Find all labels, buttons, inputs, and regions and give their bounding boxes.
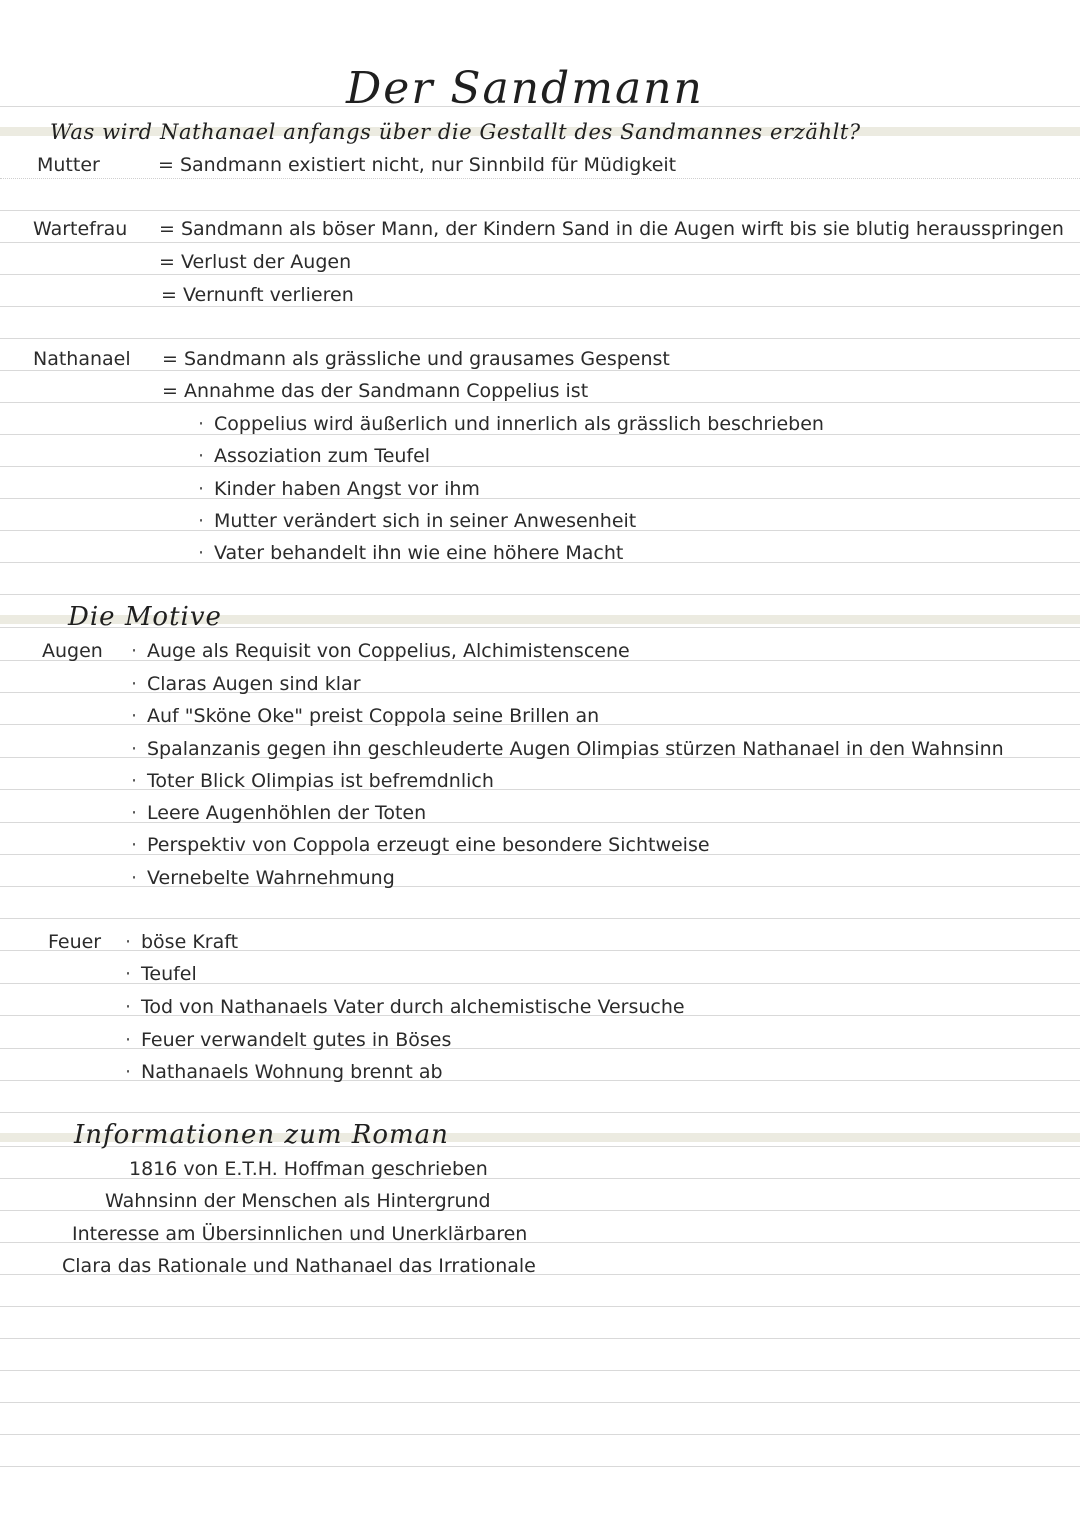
list-item-text: Perspektiv von Coppola erzeugt eine besondere Sichtweise — [147, 834, 710, 856]
list-item — [131, 802, 426, 824]
ruled-line — [0, 594, 1080, 595]
ruled-line — [0, 178, 1080, 179]
list-item — [198, 510, 636, 532]
list-item — [125, 963, 197, 985]
nathanael-line: = Annahme das der Sandmann Coppelius ist — [162, 380, 589, 402]
list-item — [125, 931, 238, 953]
section-heading-motive: Die Motive — [68, 602, 222, 632]
list-item-text: Spalanzanis gegen ihn geschleuderte Augen Olimpias stürzen Nathanael in den Wahnsinn — [147, 738, 1004, 760]
list-item-text: Mutter verändert sich in seiner Anwesenheit — [214, 510, 637, 532]
list-item — [198, 478, 480, 500]
wartefrau-line: = Sandmann als böser Mann, der Kindern Sand in die Augen wirft bis sie blutig herausspringen — [159, 218, 1064, 240]
list-item — [131, 770, 494, 792]
bullet-icon: · — [125, 996, 132, 1018]
list-item — [125, 1029, 451, 1051]
ruled-line — [0, 918, 1080, 919]
ruled-line — [0, 1466, 1080, 1467]
info-line: Wahnsinn der Menschen als Hintergrund — [105, 1190, 491, 1212]
ruled-line — [0, 1434, 1080, 1435]
bullet-icon: · — [131, 802, 138, 824]
list-item — [125, 1061, 443, 1083]
list-item-text: Vater behandelt ihn wie eine höhere Macht — [214, 542, 624, 564]
label-feuer: Feuer — [48, 931, 102, 953]
bullet-icon: · — [131, 705, 138, 727]
list-item-text: Auge als Requisit von Coppelius, Alchimistenscene — [147, 640, 630, 662]
info-line: Clara das Rationale und Nathanael das Irrationale — [62, 1255, 536, 1277]
bullet-icon: · — [131, 673, 138, 695]
ruled-line — [0, 1306, 1080, 1307]
list-item-text: Kinder haben Angst vor ihm — [214, 478, 480, 500]
bullet-icon: · — [198, 478, 205, 500]
list-item-text: Tod von Nathanaels Vater durch alchemistische Versuche — [141, 996, 685, 1018]
bullet-icon: · — [131, 770, 138, 792]
list-item — [125, 996, 685, 1018]
wartefrau-line: = Verlust der Augen — [159, 251, 352, 273]
ruled-line — [0, 1402, 1080, 1403]
section-question: Was wird Nathanael anfangs über die Gestallt des Sandmannes erzählt? — [50, 120, 861, 144]
label-wartefrau: Wartefrau — [33, 218, 128, 240]
bullet-icon: · — [125, 963, 132, 985]
list-item — [198, 445, 430, 467]
list-item-text: Coppelius wird äußerlich und innerlich als grässlich beschrieben — [214, 413, 824, 435]
info-line: Interesse am Übersinnlichen und Unerklärbaren — [72, 1223, 528, 1245]
ruled-line — [0, 1112, 1080, 1113]
label-nathanael: Nathanael — [33, 348, 131, 370]
list-item-text: böse Kraft — [141, 931, 239, 953]
bullet-icon: · — [125, 1029, 132, 1051]
list-item-text: Vernebelte Wahrnehmung — [147, 867, 395, 889]
list-item-text: Teufel — [141, 963, 197, 985]
ruled-line — [0, 402, 1080, 403]
bullet-icon: · — [198, 542, 205, 564]
ruled-line — [0, 1370, 1080, 1371]
ruled-line — [0, 370, 1080, 371]
nathanael-line: = Sandmann als grässliche und grausames Gespenst — [162, 348, 670, 370]
info-line: 1816 von E.T.H. Hoffman geschrieben — [129, 1158, 488, 1180]
wartefrau-line: = Vernunft verlieren — [161, 284, 354, 306]
ruled-line — [0, 306, 1080, 307]
bullet-icon: · — [131, 640, 138, 662]
list-item-text: Feuer verwandelt gutes in Böses — [141, 1029, 452, 1051]
list-item-text: Toter Blick Olimpias ist befremdnlich — [147, 770, 494, 792]
bullet-icon: · — [198, 445, 205, 467]
ruled-line — [0, 242, 1080, 243]
list-item — [131, 834, 710, 856]
list-item-text: Nathanaels Wohnung brennt ab — [141, 1061, 443, 1083]
ruled-line — [0, 466, 1080, 467]
bullet-icon: · — [131, 867, 138, 889]
list-item — [198, 542, 623, 564]
list-item-text: Leere Augenhöhlen der Toten — [147, 802, 427, 824]
bullet-icon: · — [131, 834, 138, 856]
ruled-line — [0, 210, 1080, 211]
bullet-icon: · — [125, 931, 132, 953]
list-item — [131, 640, 630, 662]
list-item-text: Assoziation zum Teufel — [214, 445, 431, 467]
list-item — [131, 673, 361, 695]
ruled-line — [0, 1338, 1080, 1339]
label-mutter: Mutter — [37, 154, 100, 176]
list-item — [198, 413, 824, 435]
mutter-line: = Sandmann existiert nicht, nur Sinnbild für Müdigkeit — [158, 154, 677, 176]
list-item — [131, 738, 1004, 760]
section-heading-info: Informationen zum Roman — [74, 1120, 449, 1150]
bullet-icon: · — [125, 1061, 132, 1083]
ruled-line — [0, 274, 1080, 275]
list-item — [131, 705, 599, 727]
bullet-icon: · — [131, 738, 138, 760]
list-item-text: Auf "Sköne Oke" preist Coppola seine Brillen an — [147, 705, 600, 727]
bullet-icon: · — [198, 510, 205, 532]
page-title: Der Sandmann — [346, 63, 704, 114]
ruled-line — [0, 338, 1080, 339]
bullet-icon: · — [198, 413, 205, 435]
label-augen: Augen — [42, 640, 103, 662]
list-item-text: Claras Augen sind klar — [147, 673, 361, 695]
ruled-line — [0, 498, 1080, 499]
list-item — [131, 867, 395, 889]
